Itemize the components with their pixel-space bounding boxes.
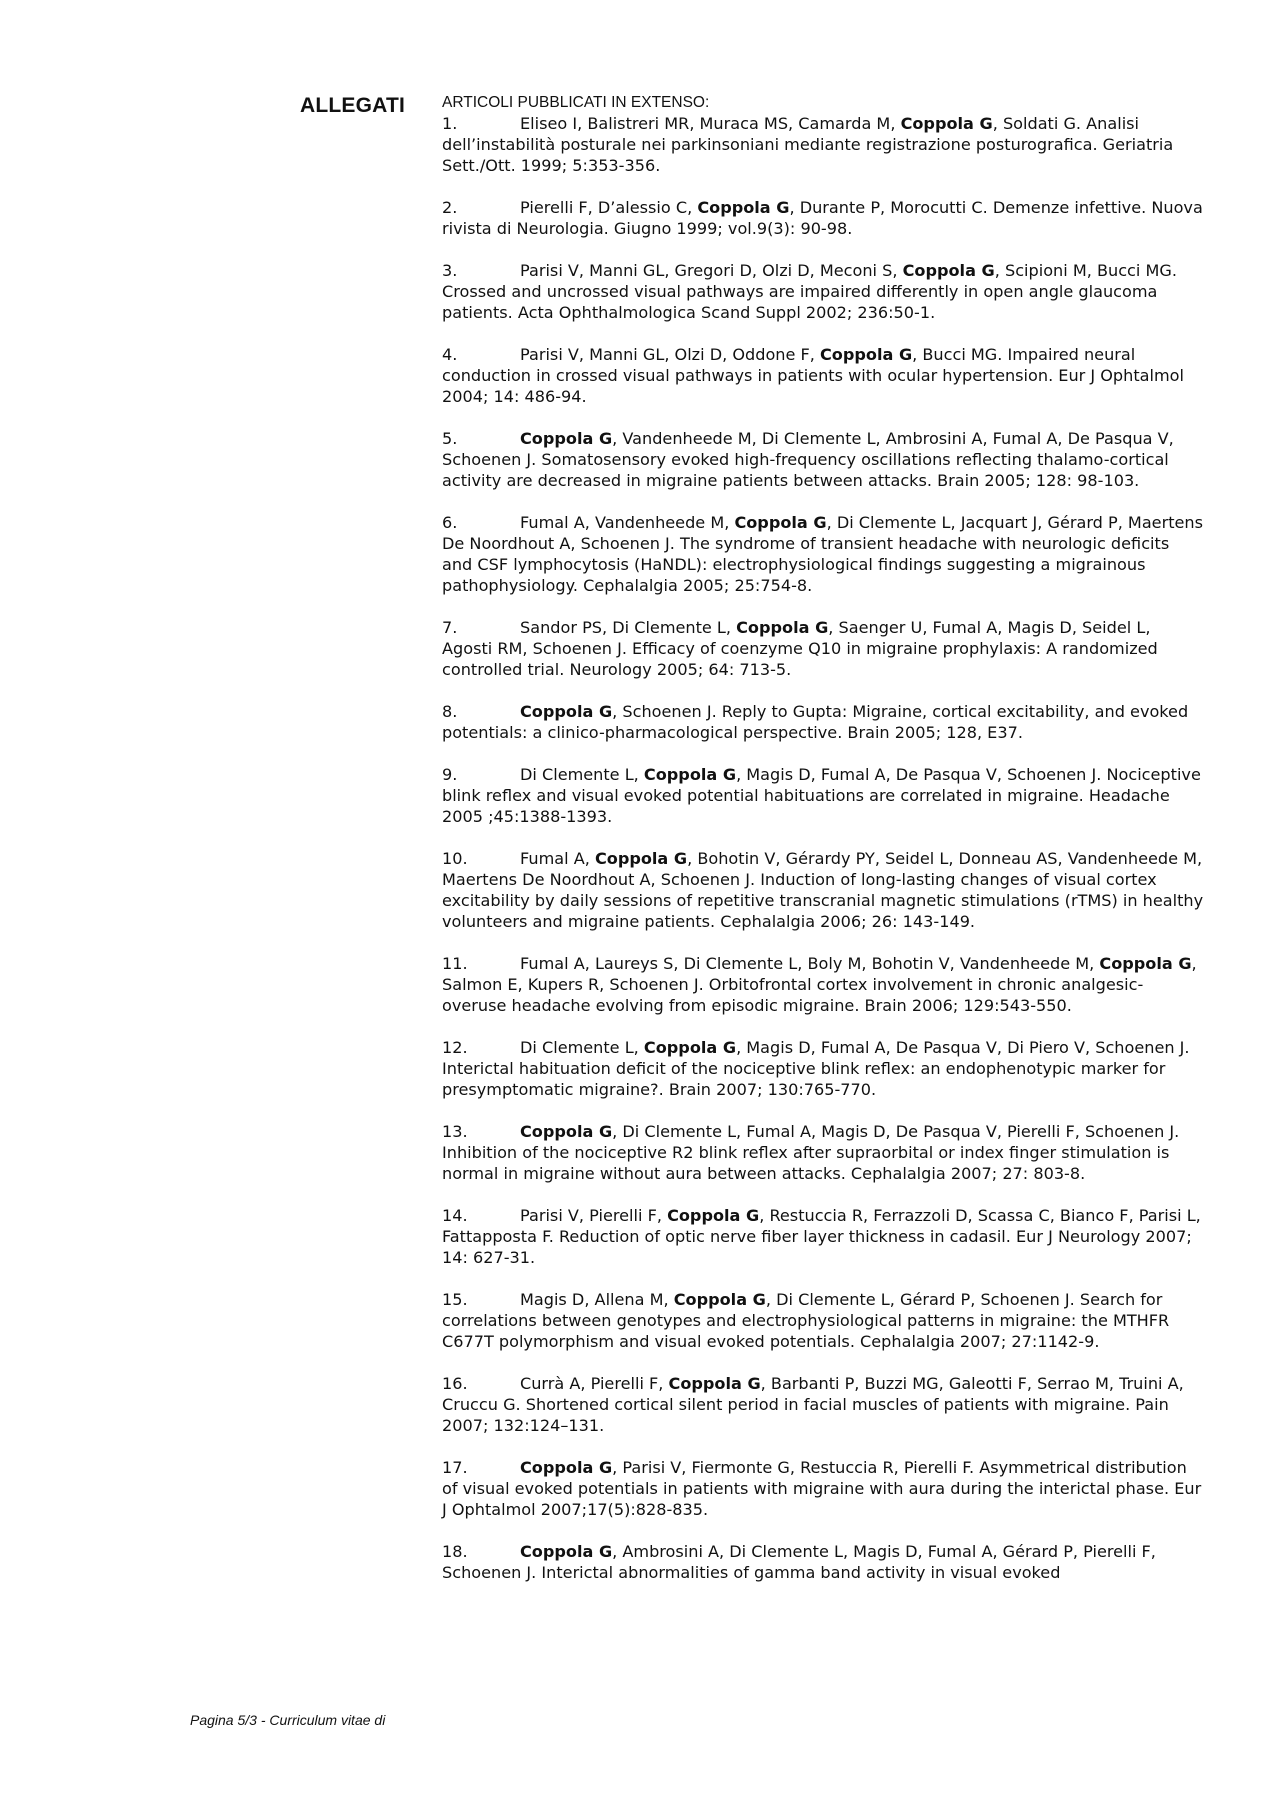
reference-highlighted-author: Coppola G [520,1122,613,1141]
reference-highlighted-author: Coppola G [594,849,688,868]
reference-highlighted-author: Coppola G [520,429,613,448]
reference-authors-pre: Sandor PS, Di Clemente L, [520,618,737,637]
reference-number: 18. [442,1542,468,1561]
reference-authors-pre: Di Clemente L, [520,1038,644,1057]
reference-number: 4. [442,345,458,364]
reference-number: 2. [442,198,458,217]
reference-number: 13. [442,1122,468,1141]
reference-number: 14. [442,1206,468,1225]
reference-citation: , Saenger U, Fumal A, Magis D, Seidel L, Agosti RM, Schoenen J. Efficacy of coenzyme Q10 in migraine prophylaxis: A randomized controlled trial. Neurology 2005; 64: 713-5. [442,618,1158,679]
reference-authors-pre: Parisi V, Manni GL, Olzi D, Oddone F, [520,345,820,364]
reference-citation: , Restuccia R, Ferrazzoli D, Scassa C, Bianco F, Parisi L, Fattapposta F. Reduction of optic nerve fiber layer thickness in cadasil. Eur J Neurology 2007; 14: 627-31. [442,1206,1201,1267]
reference-number: 7. [442,618,458,637]
reference-authors-pre: Magis D, Allena M, [520,1290,674,1309]
reference-citation: , Soldati G. Analisi dell’instabilità posturale nei parkinsoniani mediante registrazione posturografica. Geriatria Sett./Ott. 1999; 5:353-356. [442,114,1174,175]
section-label: ALLEGATI [300,94,406,117]
reference-citation: , Schoenen J. Reply to Gupta: Migraine, cortical excitability, and evoked potentials: a clinico-pharmacological perspective. Brain 2005; 128, E37. [442,702,1189,742]
reference-authors-pre: Fumal A, Vandenheede M, [520,513,735,532]
reference-citation: , Magis D, Fumal A, De Pasqua V, Schoenen J. Nociceptive blink reflex and visual evoked potential habituations are correlated in migraine. Headache 2005 ;45:1388-1393. [442,765,1201,826]
reference-item [442,701,1204,743]
reference-highlighted-author: Coppola G [520,1542,613,1561]
reference-highlighted-author: Coppola G [697,198,790,217]
reference-citation: , Bucci MG. Impaired neural conduction in crossed visual pathways in patients with ocular hypertension. Eur J Ophtalmol 2004; 14: 486-94. [442,345,1184,406]
reference-item [442,617,1204,680]
reference-citation: , Di Clemente L, Jacquart J, Gérard P, Maertens De Noordhout A, Schoenen J. The syndrome of transient headache with neurologic deficits and CSF lymphocytosis (HaNDL): electrophysiological findings suggesting a migrainous pathophysiology. Cephalalgia 2005; 25:754-8. [442,513,1203,595]
reference-highlighted-author: Coppola G [668,1374,761,1393]
reference-item [442,344,1204,407]
reference-authors-pre: Fumal A, Laureys S, Di Clemente L, Boly M, Bohotin V, Vandenheede M, [520,954,1100,973]
reference-citation: , Di Clemente L, Fumal A, Magis D, De Pasqua V, Pierelli F, Schoenen J. Inhibition of the nociceptive R2 blink reflex after supraorbital or index finger stimulation is normal in migraine without aura between attacks. Cephalalgia 2007; 27: 803-8. [442,1122,1180,1183]
reference-authors-pre: Di Clemente L, [520,765,644,784]
reference-highlighted-author: Coppola G [820,345,913,364]
reference-highlighted-author: Coppola G [520,702,613,721]
reference-item [442,848,1204,932]
reference-item [442,113,1204,176]
reference-number: 5. [442,429,458,448]
reference-number: 8. [442,702,458,721]
reference-highlighted-author: Coppola G [643,1038,737,1057]
reference-citation: , Salmon E, Kupers R, Schoenen J. Orbitofrontal cortex involvement in chronic analgesic-overuse headache evolving from episodic migraine. Brain 2006; 129:543-550. [442,954,1197,1015]
reference-item [442,953,1204,1016]
reference-highlighted-author: Coppola G [673,1290,766,1309]
reference-item [442,197,1204,239]
reference-highlighted-author: Coppola G [667,1206,760,1225]
reference-citation: , Parisi V, Fiermonte G, Restuccia R, Pierelli F. Asymmetrical distribution of visual evoked potentials in patients with migraine with aura during the interictal phase. Eur J Ophtalmol 2007;17(5):828-835. [442,1458,1202,1519]
reference-number: 6. [442,513,458,532]
reference-list [442,113,1204,1583]
reference-highlighted-author: Coppola G [520,1458,613,1477]
reference-authors-pre: Parisi V, Pierelli F, [520,1206,668,1225]
reference-citation: , Ambrosini A, Di Clemente L, Magis D, Fumal A, Gérard P, Pierelli F, Schoenen J. Interictal abnormalities of gamma band activity in visual evoked [442,1542,1156,1582]
reference-citation: , Vandenheede M, Di Clemente L, Ambrosini A, Fumal A, De Pasqua V, Schoenen J. Somatosensory evoked high-frequency oscillations reflecting thalamo-cortical activity are decreased in migraine patients between attacks. Brain 2005; 128: 98-103. [442,429,1174,490]
reference-highlighted-author: Coppola G [734,513,827,532]
reference-number: 9. [442,765,458,784]
reference-authors-pre: Currà A, Pierelli F, [520,1374,669,1393]
reference-item [442,1541,1204,1583]
reference-number: 3. [442,261,458,280]
reference-item [442,1037,1204,1100]
references-section [442,92,1204,1604]
reference-highlighted-author: Coppola G [736,618,829,637]
reference-number: 12. [442,1038,468,1057]
reference-number: 15. [442,1290,468,1309]
reference-highlighted-author: Coppola G [1099,954,1192,973]
reference-number: 1. [442,114,458,133]
reference-citation: , Di Clemente L, Gérard P, Schoenen J. Search for correlations between genotypes and electrophysiological patterns in migraine: the MTHFR C677T polymorphism and visual evoked potentials. Cephalalgia 2007; 27:1142-9. [442,1290,1170,1351]
reference-item [442,1205,1204,1268]
reference-highlighted-author: Coppola G [643,765,737,784]
reference-item [442,1289,1204,1352]
reference-authors-pre: Eliseo I, Balistreri MR, Muraca MS, Camarda M, [520,114,901,133]
reference-item [442,1121,1204,1184]
reference-citation: , Magis D, Fumal A, De Pasqua V, Di Piero V, Schoenen J. Interictal habituation deficit of the nociceptive blink reflex: an endophenotypic marker for presymptomatic migraine?. Brain 2007; 130:765-770. [442,1038,1190,1099]
reference-authors-pre: Pierelli F, D’alessio C, [520,198,698,217]
reference-citation: , Bohotin V, Gérardy PY, Seidel L, Donneau AS, Vandenheede M, Maertens De Noordhout A, Schoenen J. Induction of long-lasting changes of visual cortex excitability by daily sessions of repetitive transcranial magnetic stimulations (rTMS) in healthy volunteers and migraine patients. Cephalalgia 2006; 26: 143-149. [442,849,1204,931]
reference-authors-pre: Parisi V, Manni GL, Gregori D, Olzi D, Meconi S, [520,261,903,280]
reference-citation: , Barbanti P, Buzzi MG, Galeotti F, Serrao M, Truini A, Cruccu G. Shortened cortical silent period in facial muscles of patients with migraine. Pain 2007; 132:124–131. [442,1374,1184,1435]
reference-citation: , Scipioni M, Bucci MG. Crossed and uncrossed visual pathways are impaired differently in open angle glaucoma patients. Acta Ophthalmologica Scand Suppl 2002; 236:50-1. [442,261,1177,322]
reference-item [442,260,1204,323]
reference-number: 10. [442,849,468,868]
reference-highlighted-author: Coppola G [900,114,993,133]
section-subtitle: ARTICOLI PUBBLICATI IN EXTENSO: [442,94,710,111]
reference-citation: , Durante P, Morocutti C. Demenze infettive. Nuova rivista di Neurologia. Giugno 1999; vol.9(3): 90-98. [442,198,1203,238]
reference-number: 16. [442,1374,468,1393]
reference-authors-pre: Fumal A, [520,849,595,868]
reference-item [442,1373,1204,1436]
reference-number: 11. [442,954,468,973]
reference-item [442,1457,1204,1520]
reference-item [442,764,1204,827]
page-footer: Pagina 5/3 - Curriculum vitae di [190,1712,386,1728]
reference-item [442,512,1204,596]
reference-item [442,428,1204,491]
reference-number: 17. [442,1458,468,1477]
reference-highlighted-author: Coppola G [902,261,995,280]
